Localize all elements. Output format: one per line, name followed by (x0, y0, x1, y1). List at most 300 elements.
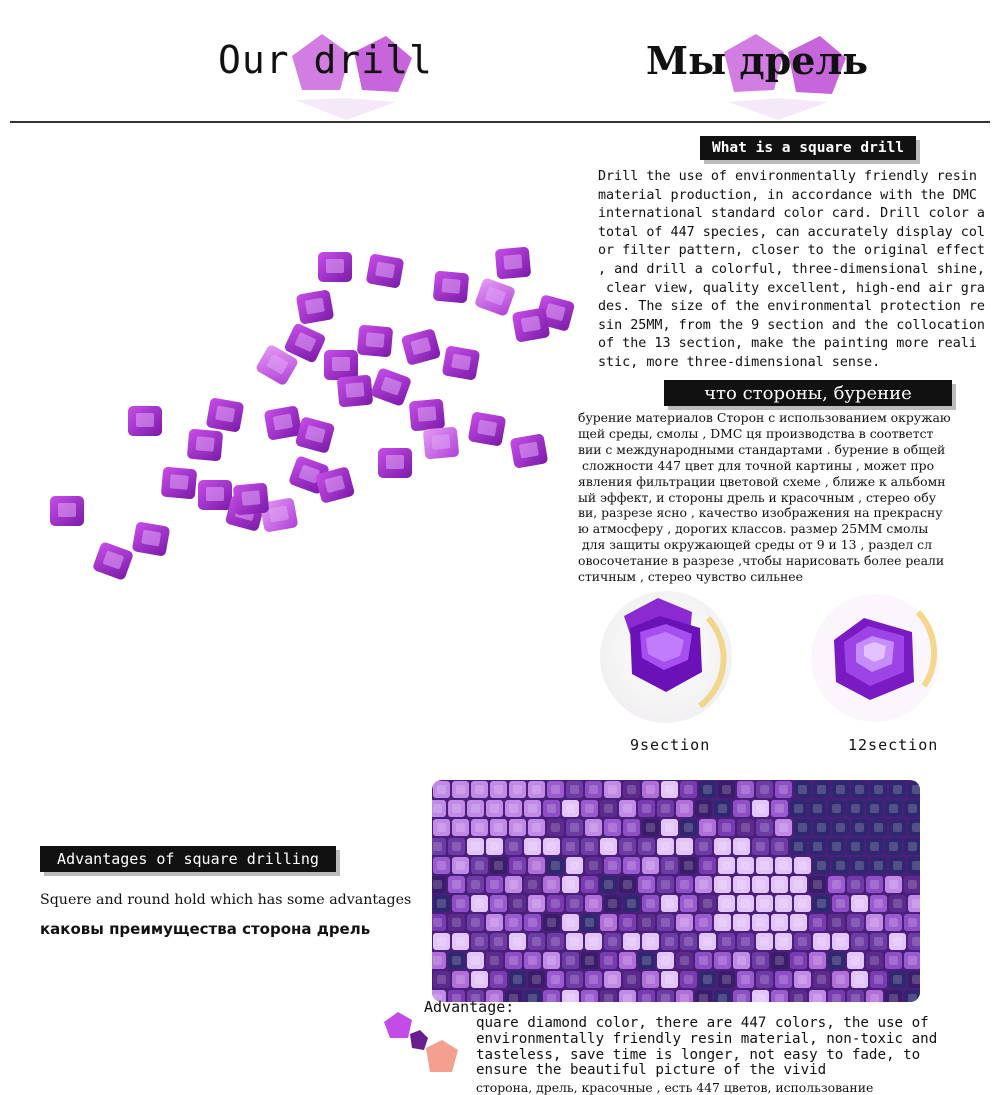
mosaic-tile-facet (832, 918, 841, 927)
mosaic-tile-facet (889, 880, 898, 889)
mosaic-tile-facet (855, 937, 864, 946)
mosaic-tile-facet (855, 823, 864, 832)
header-title-ru: Мы дрель (646, 38, 869, 83)
mosaic-tile-facet (627, 861, 636, 870)
mosaic-tile-facet (509, 880, 518, 889)
mosaic-tile-facet (737, 842, 746, 851)
mosaic-tile-facet (813, 994, 822, 1002)
mosaic-tile-facet (680, 880, 689, 889)
mosaic-tile-facet (475, 899, 484, 908)
mosaic-tile-facet (912, 899, 920, 908)
mosaic-tile-facet (627, 899, 636, 908)
mosaic-tile-facet (661, 918, 670, 927)
mosaic-tile-facet (570, 937, 579, 946)
mosaic-tile-facet (680, 918, 689, 927)
mosaic-tile-facet (551, 899, 560, 908)
mosaic-tile-facet (608, 785, 617, 794)
mosaic-tile-facet (665, 937, 674, 946)
mosaic-tile-facet (908, 956, 917, 965)
mosaic-tile-facet (513, 937, 522, 946)
mosaic-tile-facet (547, 842, 556, 851)
mosaic-tile-facet (684, 899, 693, 908)
drill-stone-facet (196, 436, 215, 452)
mosaic-tile-facet (661, 880, 670, 889)
mosaic-tile-facet (699, 880, 708, 889)
mosaic-tile-facet (646, 899, 655, 908)
mosaic-tile-facet (566, 918, 575, 927)
mosaic-tile-facet (680, 804, 689, 813)
mosaic-tile-facet (908, 804, 917, 813)
mosaic-tile-facet (794, 956, 803, 965)
mosaic-tile-facet (775, 918, 784, 927)
mosaic-tile-facet (437, 899, 446, 908)
mosaic-tile-facet (513, 823, 522, 832)
drill-stone-facet (431, 434, 450, 450)
mosaic-tile-facet (794, 804, 803, 813)
mosaic-tile-facet (494, 975, 503, 984)
mosaic-tile-facet (665, 975, 674, 984)
mosaic-tile-facet (851, 880, 860, 889)
mosaic-tile-facet (798, 975, 807, 984)
mosaic-tile-facet (832, 804, 841, 813)
mosaic-tile-facet (832, 994, 841, 1002)
mosaic-tile-facet (836, 823, 845, 832)
mosaic-tile-facet (703, 937, 712, 946)
mosaic-tile-facet (741, 899, 750, 908)
mosaic-tile-facet (851, 804, 860, 813)
mosaic-tile-facet (775, 842, 784, 851)
mosaic-tile-facet (813, 842, 822, 851)
mosaic-tile-facet (684, 975, 693, 984)
mosaic-tile-facet (528, 842, 537, 851)
mosaic-tile-facet (779, 785, 788, 794)
mosaic-tile-facet (471, 842, 480, 851)
mosaic-tile-facet (566, 994, 575, 1002)
mosaic-tile-facet (703, 861, 712, 870)
drill-stone-facet (326, 259, 344, 273)
mosaic-tile-facet (889, 804, 898, 813)
mosaic-tile-facet (513, 861, 522, 870)
mosaic-tile-facet (737, 918, 746, 927)
mosaic-tile-facet (494, 861, 503, 870)
mosaic-tile-facet (718, 918, 727, 927)
mosaic-tile-facet (893, 975, 902, 984)
mosaic-tile-facet (490, 842, 499, 851)
advantage-label: Advantage: (424, 998, 515, 1016)
mosaic-tile-facet (528, 918, 537, 927)
mosaic-tile-facet (893, 899, 902, 908)
mosaic-tile-facet (513, 975, 522, 984)
mosaic-tile-facet (851, 956, 860, 965)
mosaic-tile-facet (737, 956, 746, 965)
mosaic-tile-facet (684, 785, 693, 794)
mosaic-tile-facet (760, 937, 769, 946)
drill-stone-facet (442, 278, 461, 294)
mosaic-tile-facet (836, 937, 845, 946)
square-drill-body-ru: бурение материалов Сторон с использованием окружаю щей среды, смолы , DMC ця производства в соответст вии с международными стандартами . бурение в общей сложности 447 цвет для точной картины , может про явления фильтрации цветовой схеме , ближе к альбомн ый эффект, и стороны дрель и красочным , стерео обу ви, разрезе ясно , качество изображения на прекрасну ю атмосферу , дорогих классов. размер 25MM смолы для защиты окружающей среды от 9 и 13 , раздел сл овосочетание в разрезе ,чтобы нарисовать более реали стичным , стерео чувство сильнее (578, 410, 951, 585)
mosaic-tile-facet (718, 842, 727, 851)
mosaic-tile-facet (570, 899, 579, 908)
mosaic-tile-facet (528, 994, 537, 1002)
mosaic-tile-facet (608, 899, 617, 908)
mosaic-tile-facet (699, 918, 708, 927)
mosaic-tile-facet (703, 785, 712, 794)
mosaic-tile-facet (532, 937, 541, 946)
mosaic-tile-facet (456, 899, 465, 908)
mosaic-tile-facet (551, 975, 560, 984)
mosaic-tile-facet (471, 804, 480, 813)
mosaic-tile-facet (437, 823, 446, 832)
mosaic-tile-facet (623, 842, 632, 851)
square-drill-body-en: Drill the use of environmentally friendly resin material production, in accordance with the DMC international standard color card. Drill color a total of 447 species, can accurately display col or filter pattern, closer to the original effect , and drill a colorful, three-dimensional shine, clear view, quality excellent, high-end air gra des. The size of the environmental protection re sin 25MM, from the 9 section and the collocation of the 13 section, make the painting more reali stic, more three-dimensional sense. (598, 169, 985, 370)
mosaic-tile-facet (494, 823, 503, 832)
mosaic-tile-facet (836, 899, 845, 908)
mosaic-tile-facet (437, 975, 446, 984)
mosaic-tile-facet (874, 785, 883, 794)
mosaic-tile-facet (699, 842, 708, 851)
mosaic-tile-facet (893, 823, 902, 832)
mosaic-tile-facet (889, 842, 898, 851)
mosaic-tile-facet (661, 994, 670, 1002)
mosaic-tile-facet (433, 956, 442, 965)
mosaic-tile-facet (475, 823, 484, 832)
mosaic-tile-facet (718, 804, 727, 813)
mosaic-tile-facet (680, 842, 689, 851)
mosaic-tile-facet (718, 880, 727, 889)
mosaic-tile-facet (547, 804, 556, 813)
mosaic-tile-facet (722, 937, 731, 946)
mosaic-tile-facet (912, 937, 920, 946)
mosaic-tile-facet (908, 880, 917, 889)
drill-stone-facet (241, 490, 260, 506)
mosaic-tile-facet (494, 899, 503, 908)
mosaic-tile-facet (513, 785, 522, 794)
mosaic-tile-facet (779, 861, 788, 870)
mosaic-tile-facet (547, 918, 556, 927)
mosaic-tile-facet (475, 975, 484, 984)
mosaic-tile-facet (585, 880, 594, 889)
drill-stone-facet (332, 357, 350, 371)
mosaic-tile-facet (585, 918, 594, 927)
mosaic-tile-facet (832, 880, 841, 889)
mosaic-tile-facet (908, 994, 917, 1002)
mosaic-tile-facet (775, 994, 784, 1002)
mosaic-tile-facet (608, 975, 617, 984)
mosaic-tile-facet (737, 804, 746, 813)
mosaic-tile-facet (475, 937, 484, 946)
mosaic-tile-facet (813, 918, 822, 927)
mosaic-tile-facet (623, 994, 632, 1002)
mosaic-tile-facet (832, 956, 841, 965)
mosaic-tile-facet (589, 785, 598, 794)
mosaic-tile-facet (437, 785, 446, 794)
mosaic-tile-facet (471, 880, 480, 889)
mosaic-tile-facet (452, 918, 461, 927)
mosaic-tile-facet (551, 823, 560, 832)
mosaic-tile-facet (874, 937, 883, 946)
mosaic-tile-facet (570, 975, 579, 984)
mosaic-tile-facet (509, 804, 518, 813)
drill-stone-facet (206, 487, 224, 501)
mosaic-tile-facet (908, 842, 917, 851)
mosaic-tile-facet (855, 861, 864, 870)
mosaic-tile-facet (452, 842, 461, 851)
mosaic-tile-facet (604, 956, 613, 965)
square-drill-heading: What is a square drill (700, 136, 916, 160)
mosaic-tile-facet (817, 937, 826, 946)
mosaic-tile-facet (870, 804, 879, 813)
mosaic-tile-facet (604, 880, 613, 889)
mosaic-tile-facet (532, 823, 541, 832)
mosaic-tile-facet (585, 804, 594, 813)
mosaic-tile-facet (912, 823, 920, 832)
mosaic-tile-facet (433, 842, 442, 851)
mosaic-tile-facet (532, 975, 541, 984)
mosaic-tile-facet (741, 937, 750, 946)
mosaic-tile-facet (494, 785, 503, 794)
mosaic-tile-facet (551, 785, 560, 794)
mosaic-tile-facet (813, 804, 822, 813)
mosaic-tile-facet (855, 899, 864, 908)
mosaic-tile-facet (722, 823, 731, 832)
mosaic-tile-facet (665, 823, 674, 832)
mosaic-tile-facet (623, 956, 632, 965)
mosaic-tile-facet (528, 804, 537, 813)
mosaic-tile-facet (646, 823, 655, 832)
mosaic-tile-facet (585, 842, 594, 851)
mosaic-tile-facet (870, 994, 879, 1002)
mosaic-tile-facet (855, 975, 864, 984)
mosaic-tile-facet (718, 994, 727, 1002)
mosaic-tile-facet (490, 880, 499, 889)
mosaic-tile-facet (817, 975, 826, 984)
mosaic-tile-facet (870, 956, 879, 965)
mosaic-tile-facet (646, 785, 655, 794)
mosaic-tile-facet (547, 994, 556, 1002)
mosaic-tile-facet (817, 785, 826, 794)
mosaic-closeup-photo (432, 780, 920, 1002)
mosaic-tile-facet (756, 804, 765, 813)
mosaic-tile-facet (490, 804, 499, 813)
mosaic-tile-facet (741, 975, 750, 984)
mosaic-tile-facet (836, 861, 845, 870)
mosaic-tile-facet (699, 994, 708, 1002)
mosaic-tile-facet (722, 861, 731, 870)
drill-stone-facet (386, 455, 404, 469)
mosaic-tile-facet (718, 956, 727, 965)
mosaic-tile-facet (661, 956, 670, 965)
mosaic-tile-facet (471, 918, 480, 927)
mosaic-tile-facet (604, 994, 613, 1002)
mosaic-tile-facet (665, 899, 674, 908)
mosaic-tile-facet (775, 956, 784, 965)
mosaic-tile-facet (547, 956, 556, 965)
mosaic-tile-facet (642, 956, 651, 965)
mosaic-tile-facet (437, 937, 446, 946)
mosaic-tile-facet (684, 937, 693, 946)
mosaic-tile-facet (608, 937, 617, 946)
mosaic-tile-facet (566, 842, 575, 851)
mosaic-tile-facet (532, 785, 541, 794)
twelve-section-label: 12section (848, 736, 939, 754)
mosaic-tile-facet (874, 975, 883, 984)
twelve-section-drill-image (806, 590, 944, 726)
mosaic-tile-facet (433, 880, 442, 889)
mosaic-tile-facet (794, 842, 803, 851)
mosaic-tile-facet (604, 842, 613, 851)
mosaic-tile-facet (570, 861, 579, 870)
mosaic-tile-facet (490, 956, 499, 965)
mosaic-tile-facet (642, 880, 651, 889)
mosaic-tile-facet (456, 861, 465, 870)
mosaic-tile-facet (570, 785, 579, 794)
mosaic-tile-facet (737, 994, 746, 1002)
mosaic-tile-facet (623, 804, 632, 813)
drill-stone-facet (503, 254, 522, 270)
mosaic-tile-facet (551, 937, 560, 946)
mosaic-tile-facet (741, 861, 750, 870)
mosaic-tile-facet (471, 956, 480, 965)
mosaic-tile-facet (642, 804, 651, 813)
mosaic-tile-facet (912, 975, 920, 984)
mosaic-tile-facet (722, 899, 731, 908)
mosaic-tile-facet (798, 899, 807, 908)
mosaic-tile-facet (433, 918, 442, 927)
mosaic-tile-facet (794, 918, 803, 927)
mosaic-tile-facet (874, 899, 883, 908)
mosaic-tile-facet (760, 823, 769, 832)
mosaic-tile-facet (699, 804, 708, 813)
mosaic-tile-facet (760, 975, 769, 984)
mosaic-tile-facet (661, 842, 670, 851)
mosaic-tile-facet (452, 804, 461, 813)
mosaic-tile-facet (813, 956, 822, 965)
mosaic-tile-facet (509, 918, 518, 927)
mosaic-tile-facet (627, 823, 636, 832)
mosaic-tile-facet (551, 861, 560, 870)
mosaic-tile-facet (528, 880, 537, 889)
mosaic-tile-facet (509, 956, 518, 965)
mosaic-tile-facet (646, 975, 655, 984)
advantages-subtitle-en: Squere and round hold which has some advantages (40, 892, 412, 908)
mosaic-tile-facet (760, 899, 769, 908)
mosaic-tile-facet (475, 785, 484, 794)
mosaic-tile-facet (566, 804, 575, 813)
mosaic-tile-facet (684, 861, 693, 870)
mosaic-tile-facet (889, 994, 898, 1002)
mosaic-tile-facet (794, 994, 803, 1002)
mosaic-tile-facet (646, 937, 655, 946)
mosaic-tile-facet (737, 880, 746, 889)
mosaic-tile-facet (589, 823, 598, 832)
mosaic-tile-facet (589, 975, 598, 984)
mosaic-tile-facet (684, 823, 693, 832)
mosaic-tile-facet (589, 861, 598, 870)
mosaic-tile-facet (513, 899, 522, 908)
mosaic-tile-facet (775, 880, 784, 889)
drill-stone-facet (417, 406, 436, 422)
advantages-heading: Advantages of square drilling (40, 846, 336, 872)
mosaic-tile-facet (775, 804, 784, 813)
mosaic-tile-facet (456, 937, 465, 946)
advantages-subtitle-ru: каковы преимущества сторона дрель (40, 920, 371, 938)
mosaic-tile-facet (456, 975, 465, 984)
mosaic-tile-facet (836, 785, 845, 794)
mosaic-tile-facet (908, 918, 917, 927)
mosaic-tile-facet (566, 880, 575, 889)
mosaic-tile-facet (680, 994, 689, 1002)
mosaic-tile-facet (665, 861, 674, 870)
mosaic-tile-facet (703, 823, 712, 832)
mosaic-tile-facet (798, 861, 807, 870)
mosaic-tile-facet (893, 785, 902, 794)
mosaic-tile-facet (893, 937, 902, 946)
mosaic-tile-facet (794, 880, 803, 889)
mosaic-tile-facet (870, 880, 879, 889)
mosaic-tile-facet (589, 899, 598, 908)
mosaic-tile-facet (608, 823, 617, 832)
mosaic-tile-facet (585, 956, 594, 965)
mosaic-tile-facet (547, 880, 556, 889)
mosaic-tile-facet (779, 899, 788, 908)
nine-section-label: 9section (630, 736, 711, 754)
mosaic-tile-facet (756, 956, 765, 965)
mosaic-tile-facet (627, 937, 636, 946)
mosaic-tile-facet (528, 956, 537, 965)
mosaic-tile-facet (456, 823, 465, 832)
mosaic-tile-facet (627, 975, 636, 984)
drill-stone-facet (58, 503, 76, 517)
mosaic-tile-facet (680, 956, 689, 965)
mosaic-tile-facet (604, 804, 613, 813)
mosaic-tile-facet (836, 975, 845, 984)
mosaic-tile-facet (756, 842, 765, 851)
mosaic-tile-facet (760, 785, 769, 794)
drill-stone-facet (136, 413, 154, 427)
mosaic-tile-facet (756, 918, 765, 927)
mosaic-tile-facet (532, 861, 541, 870)
mosaic-tile-facet (452, 880, 461, 889)
mosaic-tile-facet (642, 842, 651, 851)
mosaic-tile-facet (832, 842, 841, 851)
mosaic-tile-facet (912, 861, 920, 870)
advantage-body-ru: сторона, дрель, красочные , есть 447 цветов, использование (476, 1080, 874, 1095)
mosaic-tile-facet (889, 918, 898, 927)
mosaic-tile-facet (889, 956, 898, 965)
mosaic-tile-facet (893, 861, 902, 870)
mosaic-tile-facet (703, 975, 712, 984)
drill-stone-facet (366, 332, 385, 348)
mosaic-tile-facet (475, 861, 484, 870)
mosaic-tile-facet (741, 785, 750, 794)
mosaic-tile-facet (661, 804, 670, 813)
mosaic-tile-facet (494, 937, 503, 946)
mosaic-tile-facet (798, 785, 807, 794)
mosaic-tile-facet (870, 918, 879, 927)
mosaic-tile-facet (817, 861, 826, 870)
mosaic-tile-facet (798, 937, 807, 946)
mosaic-tile-facet (452, 956, 461, 965)
mosaic-tile-facet (813, 880, 822, 889)
mosaic-tile-facet (741, 823, 750, 832)
drill-stone-facet (345, 382, 364, 398)
mosaic-tile-facet (490, 918, 499, 927)
mosaic-tile-facet (756, 880, 765, 889)
drills-photo (38, 200, 578, 580)
pentagon-cluster-icon (380, 1010, 462, 1080)
mosaic-tile-facet (604, 918, 613, 927)
mosaic-tile-facet (532, 899, 541, 908)
